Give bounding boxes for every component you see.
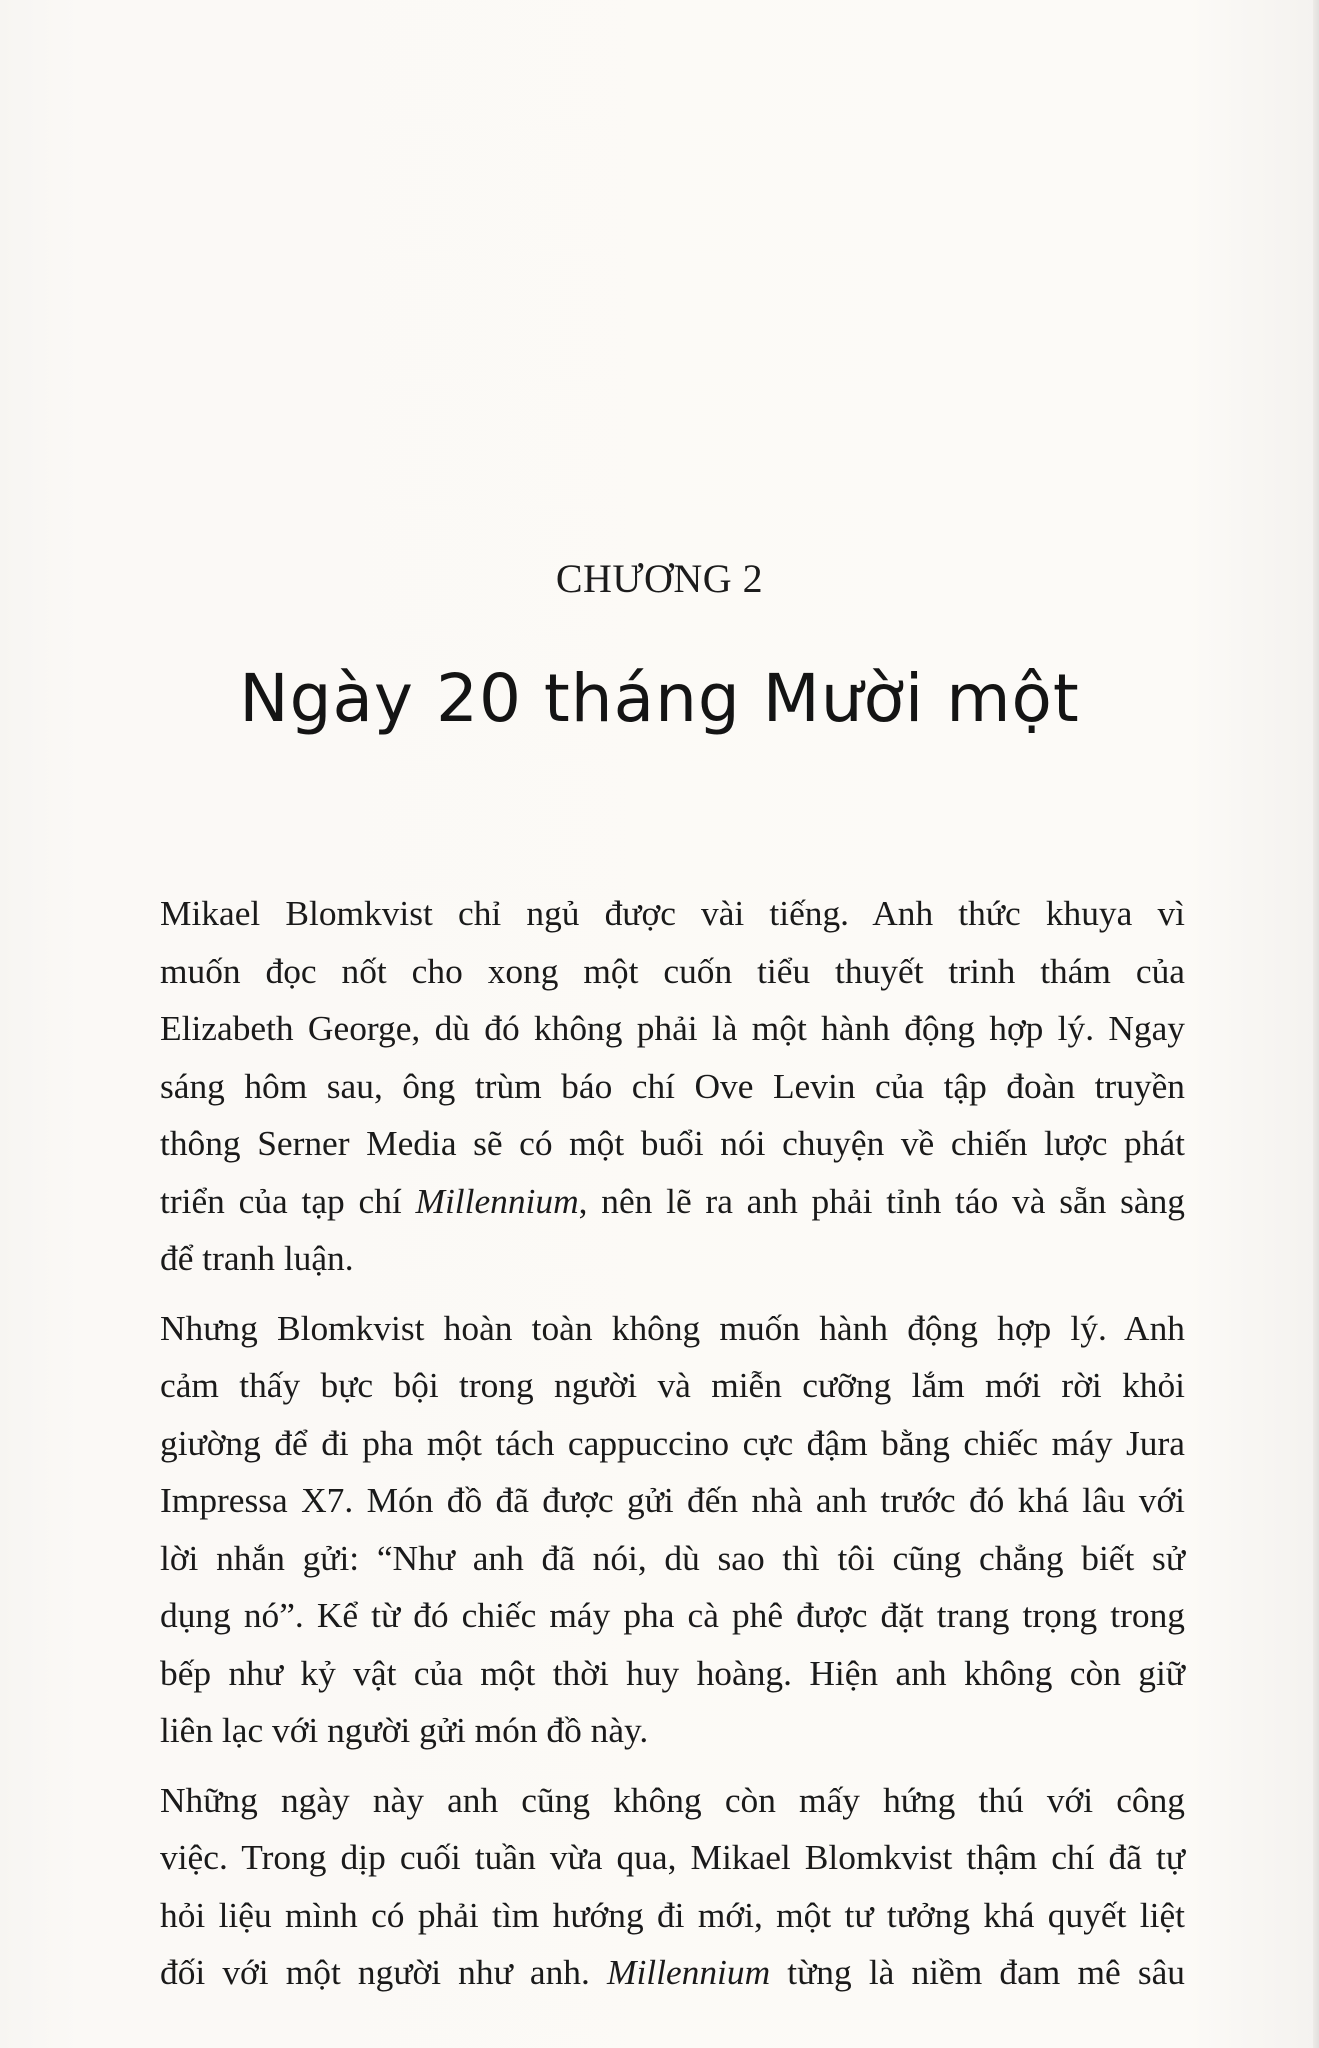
text-line [160,1300,1185,1358]
italic-text: Millennium [415,1180,579,1221]
text-segment: Những ngày này anh cũng không còn mấy hứng thú với công [160,1779,1185,1820]
text-line [160,1887,1185,1945]
text-segment: lời nhắn gửi: “Như anh đã nói, dù sao thì tôi cũng chẳng biết sử [160,1537,1185,1578]
text-line [160,1530,1185,1588]
text-segment: bếp như kỷ vật của một thời huy hoàng. Hiện anh không còn giữ [160,1652,1185,1693]
text-segment: dụng nó”. Kể từ đó chiếc máy pha cà phê được đặt trang trọng trong [160,1595,1185,1635]
text-line [160,943,1185,1001]
text-segment: hỏi liệu mình có phải tìm hướng đi mới, một tư tưởng khá quyết liệt [160,1894,1185,1935]
text-segment: để tranh luận. [160,1238,354,1278]
text-line [160,1357,1185,1415]
text-segment: Mikael Blomkvist chỉ ngủ được vài tiếng. Anh thức khuya vì [160,893,1185,933]
text-line [160,1702,1185,1760]
chapter-body [160,885,1185,2002]
chapter-label: CHƯƠNG 2 [555,556,764,601]
text-line [160,1173,1185,1231]
text-line [160,1587,1185,1645]
text-segment: Elizabeth George, dù đó không phải là một hành động hợp lý. Ngay [160,1008,1185,1048]
paragraph-gap [160,1288,1185,1300]
text-segment: triển của tạp chí [160,1180,416,1221]
text-line [160,1772,1185,1830]
text-line [160,1829,1185,1887]
text-line [160,1000,1185,1058]
text-segment: từng là niềm đam mê sâu [770,1952,1185,1992]
paragraph [160,1772,1185,2002]
paragraph-gap [160,1760,1185,1772]
paragraph [160,885,1185,1288]
text-line [160,1115,1185,1173]
text-segment: , nên lẽ ra anh phải tỉnh táo và sẵn sàng [578,1180,1186,1221]
text-line [160,1645,1185,1703]
text-line [160,1944,1185,2002]
text-segment: đối với một người như anh. [160,1952,607,1992]
paragraph [160,1300,1185,1760]
page-edge-shadow [1313,0,1319,2048]
text-segment: sáng hôm sau, ông trùm báo chí Ove Levin của tập đoàn truyền [160,1065,1185,1106]
text-line [160,1058,1185,1116]
chapter-title: Ngày 20 tháng Mười một [239,660,1080,737]
italic-text: Millennium [606,1952,771,1992]
text-segment: Impressa X7. Món đồ đã được gửi đến nhà anh trước đó khá lâu với [160,1480,1185,1520]
text-segment: cảm thấy bực bội trong người và miễn cưỡng lắm mới rời khỏi [160,1365,1185,1405]
text-line [160,1230,1185,1288]
text-segment: việc. Trong dịp cuối tuần vừa qua, Mikael Blomkvist thậm chí đã tự [160,1837,1185,1877]
text-segment: liên lạc với người gửi món đồ này. [160,1710,649,1750]
text-segment: thông Serner Media sẽ có một buổi nói chuyện về chiến lược phát [160,1123,1185,1163]
text-line [160,885,1185,943]
text-segment: Nhưng Blomkvist hoàn toàn không muốn hành động hợp lý. Anh [160,1307,1185,1348]
text-segment: giường để đi pha một tách cappuccino cực đậm bằng chiếc máy Jura [160,1422,1185,1463]
text-line [160,1472,1185,1530]
text-segment: muốn đọc nốt cho xong một cuốn tiểu thuyết trinh thám của [160,950,1185,991]
text-line [160,1415,1185,1473]
